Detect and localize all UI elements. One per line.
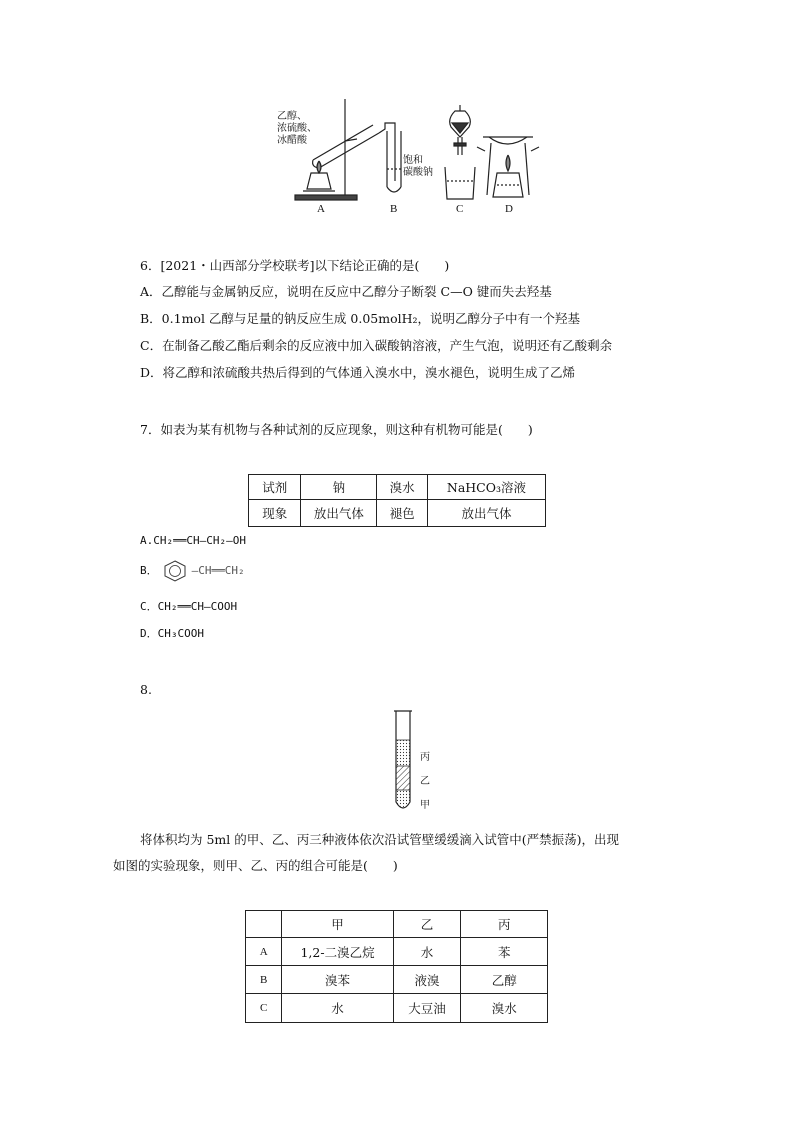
table-cell: 溴水 [461, 994, 548, 1023]
table-cell: 钠 [301, 475, 377, 500]
table-cell: C [246, 994, 282, 1023]
q8-number: 8. [140, 682, 152, 697]
q7-option-c: C．CH₂══CH—COOH [140, 600, 238, 613]
tube-label-jia: 甲 [420, 800, 430, 811]
q6-stem: 6．[2021・山西部分学校联考]以下结论正确的是( ) [140, 258, 450, 273]
table-header-row [249, 475, 546, 500]
q8-options-table [245, 910, 548, 1023]
tube-label-yi: 乙 [420, 776, 430, 787]
table-cell: 放出气体 [427, 500, 545, 527]
table-cell: 液溴 [393, 966, 461, 994]
table-cell: NaHCO₃溶液 [427, 475, 545, 500]
tube-label-bing: 丙 [420, 752, 430, 763]
table-cell: 放出气体 [301, 500, 377, 527]
q6-option-b: B．0.1mol 乙醇与足量的钠反应生成 0.05molH₂，说明乙醇分子中有一个羟基 [140, 311, 581, 326]
apparatus-figure [275, 95, 565, 220]
table-row [249, 500, 546, 527]
q7-stem: 7．如表为某有机物与各种试剂的反应现象，则这种有机物可能是( ) [140, 422, 533, 437]
table-cell: 溴苯 [282, 966, 393, 994]
q7-option-a: A.CH₂══CH—CH₂—OH [140, 534, 246, 547]
test-tube-drawing [390, 706, 440, 816]
reagent-line: 浓硫酸、 [277, 123, 317, 134]
table-cell: 甲 [282, 911, 393, 938]
benzene-ring-icon [162, 560, 188, 582]
apparatus-letter-d: D [505, 203, 513, 215]
reagent-line: 饱和 [403, 155, 423, 166]
table-row [246, 938, 548, 966]
table-cell: 水 [393, 938, 461, 966]
q7-reagent-table [248, 474, 546, 527]
table-cell: 1,2-二溴乙烷 [282, 938, 393, 966]
table-cell: 溴水 [377, 475, 427, 500]
option-letter: B． [140, 564, 158, 577]
table-row [246, 966, 548, 994]
q6-option-a: A．乙醇能与金属钠反应，说明在反应中乙醇分子断裂 C—O 键而失去羟基 [140, 284, 552, 299]
apparatus-letter-a: A [317, 203, 325, 215]
table-cell: 水 [282, 994, 393, 1023]
q8-stem-line-2: 如图的实验现象，则甲、乙、丙的组合可能是( ) [113, 858, 398, 873]
q8-stem-line-1: 将体积均为 5ml 的甲、乙、丙三种液体依次沿试管壁缓缓滴入试管中(严禁振荡)，出现 [140, 832, 620, 847]
table-cell: 大豆油 [393, 994, 461, 1023]
table-cell: 乙醇 [461, 966, 548, 994]
reagent-label-a [277, 111, 317, 147]
q7-option-b [140, 560, 245, 582]
q6-option-c: C．在制备乙酸乙酯后剩余的反应液中加入碳酸钠溶液，产生气泡，说明还有乙酸剩余 [140, 338, 613, 353]
table-cell: 乙 [393, 911, 461, 938]
apparatus-letter-c: C [456, 203, 464, 215]
reagent-line: 乙醇、 [277, 111, 307, 122]
apparatus-letter-b: B [390, 203, 398, 215]
table-cell: 苯 [461, 938, 548, 966]
table-header-row [246, 911, 548, 938]
table-cell: 丙 [461, 911, 548, 938]
reagent-line: 碳酸钠 [403, 167, 433, 178]
table-cell [246, 911, 282, 938]
reagent-line: 冰醋酸 [277, 135, 307, 146]
q6-option-d: D．将乙醇和浓硫酸共热后得到的气体通入溴水中，溴水褪色，说明生成了乙烯 [140, 365, 576, 380]
option-formula: —CH══CH₂ [191, 564, 245, 577]
table-cell: B [246, 966, 282, 994]
table-cell: 现象 [249, 500, 301, 527]
table-cell: A [246, 938, 282, 966]
reagent-label-b [403, 155, 433, 179]
table-cell: 试剂 [249, 475, 301, 500]
table-row [246, 994, 548, 1023]
q7-option-d: D．CH₃COOH [140, 627, 204, 640]
table-cell: 褪色 [377, 500, 427, 527]
q8-test-tube-figure [390, 706, 440, 816]
